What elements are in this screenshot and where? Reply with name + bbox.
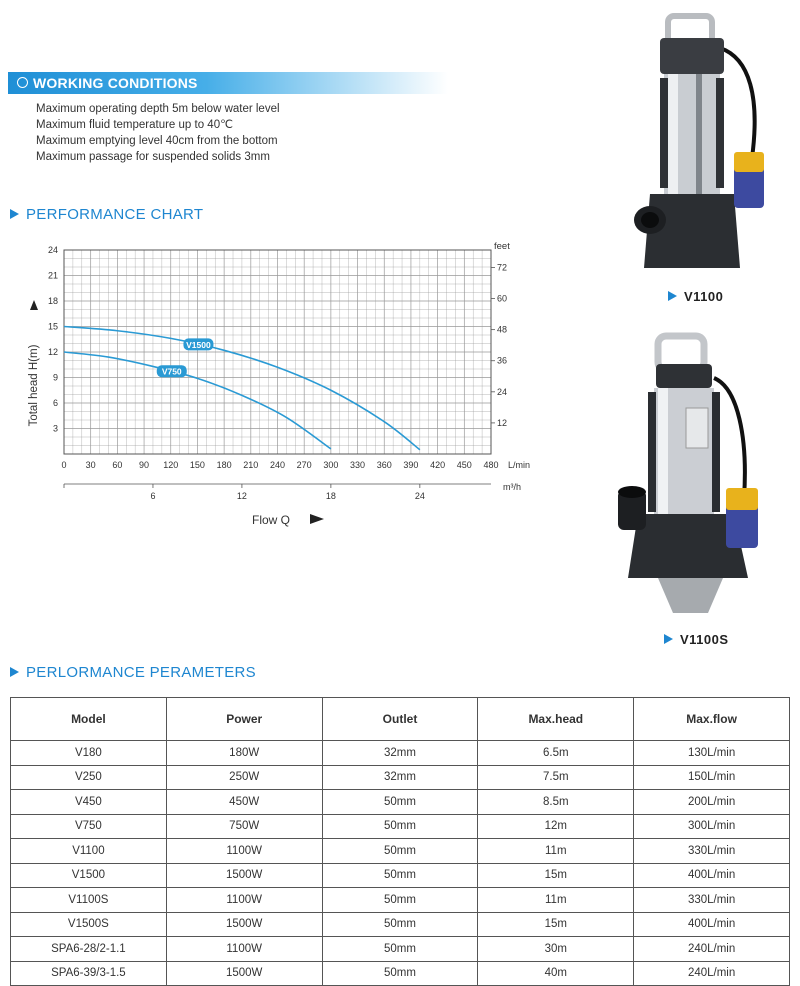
arrow-right-icon	[664, 634, 673, 644]
y-right-tick-label: 48	[497, 324, 508, 335]
table-cell: V750	[11, 814, 167, 839]
table-cell: 40m	[478, 961, 634, 986]
y-axis-title: Total head H(m)	[28, 344, 40, 427]
table-cell: 50mm	[322, 814, 478, 839]
table-cell: 30m	[478, 937, 634, 962]
condition-item: Maximum emptying level 40cm from the bottom	[36, 135, 278, 147]
arrow-right-icon	[310, 514, 324, 524]
column-header: Model	[11, 698, 167, 741]
parameters-heading	[10, 664, 256, 681]
table-cell: 1500W	[166, 961, 322, 986]
table-cell: 300L/min	[634, 814, 790, 839]
performance-chart-heading	[10, 206, 203, 223]
series-label: V750	[161, 366, 182, 377]
table-row	[11, 741, 790, 766]
table-cell: V1100	[11, 839, 167, 864]
x-tick-label: 330	[350, 460, 366, 470]
table-cell: 240L/min	[634, 937, 790, 962]
table-cell: 400L/min	[634, 863, 790, 888]
table-cell: 130L/min	[634, 741, 790, 766]
table-cell: 1500W	[166, 912, 322, 937]
table-cell: 50mm	[322, 888, 478, 913]
y-tick-label: 18	[47, 296, 58, 306]
x-unit-label: L/min	[508, 460, 531, 470]
table-cell: 6.5m	[478, 741, 634, 766]
x-tick-label: 390	[403, 460, 419, 470]
table-cell: 15m	[478, 863, 634, 888]
table-row	[11, 912, 790, 937]
y-right-tick-label: 24	[497, 386, 508, 397]
column-header: Power	[166, 698, 322, 741]
table-cell: 1500W	[166, 863, 322, 888]
x2-unit-label: m³/h	[503, 482, 521, 492]
y-tick-label: 6	[52, 398, 58, 408]
table-cell: 180W	[166, 741, 322, 766]
arrow-right-icon	[10, 667, 19, 677]
x2-tick-label: 18	[325, 491, 336, 501]
x-tick-label: 420	[430, 460, 446, 470]
table-cell: V1500	[11, 863, 167, 888]
column-header: Max.flow	[634, 698, 790, 741]
x-tick-label: 120	[163, 460, 179, 470]
table-cell: 50mm	[322, 961, 478, 986]
y-tick-label: 21	[47, 270, 58, 281]
table-row	[11, 839, 790, 864]
pump-v1100-image	[610, 8, 780, 288]
table-cell: 1100W	[166, 937, 322, 962]
x-tick-label: 270	[296, 460, 312, 470]
circle-icon	[17, 77, 28, 88]
x-tick-label: 30	[85, 460, 96, 470]
table-cell: 200L/min	[634, 790, 790, 815]
table-cell: 330L/min	[634, 888, 790, 913]
x-tick-label: 180	[216, 460, 232, 470]
table-cell: SPA6-39/3-1.5	[11, 961, 167, 986]
y-right-axis-label: feet	[494, 241, 510, 252]
pump-v1100-caption	[668, 289, 723, 304]
table-cell: 1100W	[166, 888, 322, 913]
table-cell: 8.5m	[478, 790, 634, 815]
x-tick-label: 480	[483, 460, 499, 470]
x-tick-label: 150	[189, 460, 205, 470]
table-cell: 50mm	[322, 937, 478, 962]
x-tick-label: 450	[456, 460, 472, 470]
condition-item: Maximum operating depth 5m below water level	[36, 103, 280, 115]
table-row	[11, 814, 790, 839]
table-cell: 450W	[166, 790, 322, 815]
x2-tick-label: 12	[236, 491, 247, 501]
working-conditions-title: WORKING CONDITIONS	[33, 75, 198, 91]
table-cell: 240L/min	[634, 961, 790, 986]
pump-v1100s-label: V1100S	[680, 632, 729, 647]
y-tick-label: 3	[52, 423, 58, 434]
pump-v1100s-caption	[664, 632, 729, 647]
table-cell: 50mm	[322, 863, 478, 888]
table-cell: V1100S	[11, 888, 167, 913]
table-cell: 400L/min	[634, 912, 790, 937]
y-tick-label: 9	[52, 372, 58, 383]
table-cell: 330L/min	[634, 839, 790, 864]
x-tick-label: 0	[61, 460, 67, 470]
x-tick-label: 60	[112, 460, 123, 470]
table-cell: 50mm	[322, 839, 478, 864]
column-header: Outlet	[322, 698, 478, 741]
x-axis-title: Flow Q	[252, 513, 291, 527]
x-tick-label: 240	[269, 460, 286, 470]
table-cell: V450	[11, 790, 167, 815]
pump-v1100-label: V1100	[684, 289, 724, 304]
table-row	[11, 937, 790, 962]
table-cell: 250W	[166, 765, 322, 790]
working-conditions-list	[36, 101, 280, 165]
condition-item: Maximum fluid temperature up to 40℃	[36, 119, 233, 131]
y-right-tick-label: 60	[497, 293, 508, 304]
table-row	[11, 888, 790, 913]
x-tick-label: 360	[376, 460, 392, 470]
performance-chart-title: PERFORMANCE CHART	[26, 206, 204, 223]
y-right-tick-label: 12	[497, 417, 508, 428]
column-header: Max.head	[478, 698, 634, 741]
table-cell: 150L/min	[634, 765, 790, 790]
table-cell: 32mm	[322, 765, 478, 790]
x-tick-label: 210	[243, 460, 259, 470]
working-conditions-header	[8, 72, 448, 94]
table-cell: 12m	[478, 814, 634, 839]
parameters-title: PERLORMANCE PERAMETERS	[26, 664, 256, 681]
x2-tick-label: 24	[414, 491, 425, 501]
arrow-up-icon	[30, 300, 38, 310]
table-cell: 11m	[478, 888, 634, 913]
table-row	[11, 765, 790, 790]
x2-tick-label: 6	[150, 491, 156, 501]
table-cell: 7.5m	[478, 765, 634, 790]
table-cell: 50mm	[322, 790, 478, 815]
table-header-row	[11, 698, 790, 741]
chart-grid-major	[64, 250, 491, 454]
table-cell: V180	[11, 741, 167, 766]
y-tick-label: 12	[47, 347, 58, 357]
y-tick-label: 15	[47, 321, 58, 332]
parameters-table	[10, 697, 790, 986]
table-row	[11, 863, 790, 888]
table-cell: 750W	[166, 814, 322, 839]
table-cell: V250	[11, 765, 167, 790]
arrow-right-icon	[668, 291, 677, 301]
condition-item: Maximum passage for suspended solids 3mm	[36, 151, 270, 163]
y-right-tick-label: 72	[497, 262, 508, 273]
table-cell: 32mm	[322, 741, 478, 766]
pump-v1100s-image	[598, 328, 783, 628]
x-tick-label: 90	[139, 460, 150, 470]
table-cell: 50mm	[322, 912, 478, 937]
arrow-right-icon	[10, 209, 19, 219]
table-cell: V1500S	[11, 912, 167, 937]
y-right-tick-label: 36	[497, 355, 508, 366]
series-label: V1500	[186, 339, 211, 350]
table-row	[11, 790, 790, 815]
performance-chart	[0, 236, 560, 536]
y-tick-label: 24	[47, 245, 58, 255]
table-cell: SPA6-28/2-1.1	[11, 937, 167, 962]
table-cell: 1100W	[166, 839, 322, 864]
x-tick-label: 300	[323, 460, 339, 470]
table-cell: 15m	[478, 912, 634, 937]
table-cell: 11m	[478, 839, 634, 864]
